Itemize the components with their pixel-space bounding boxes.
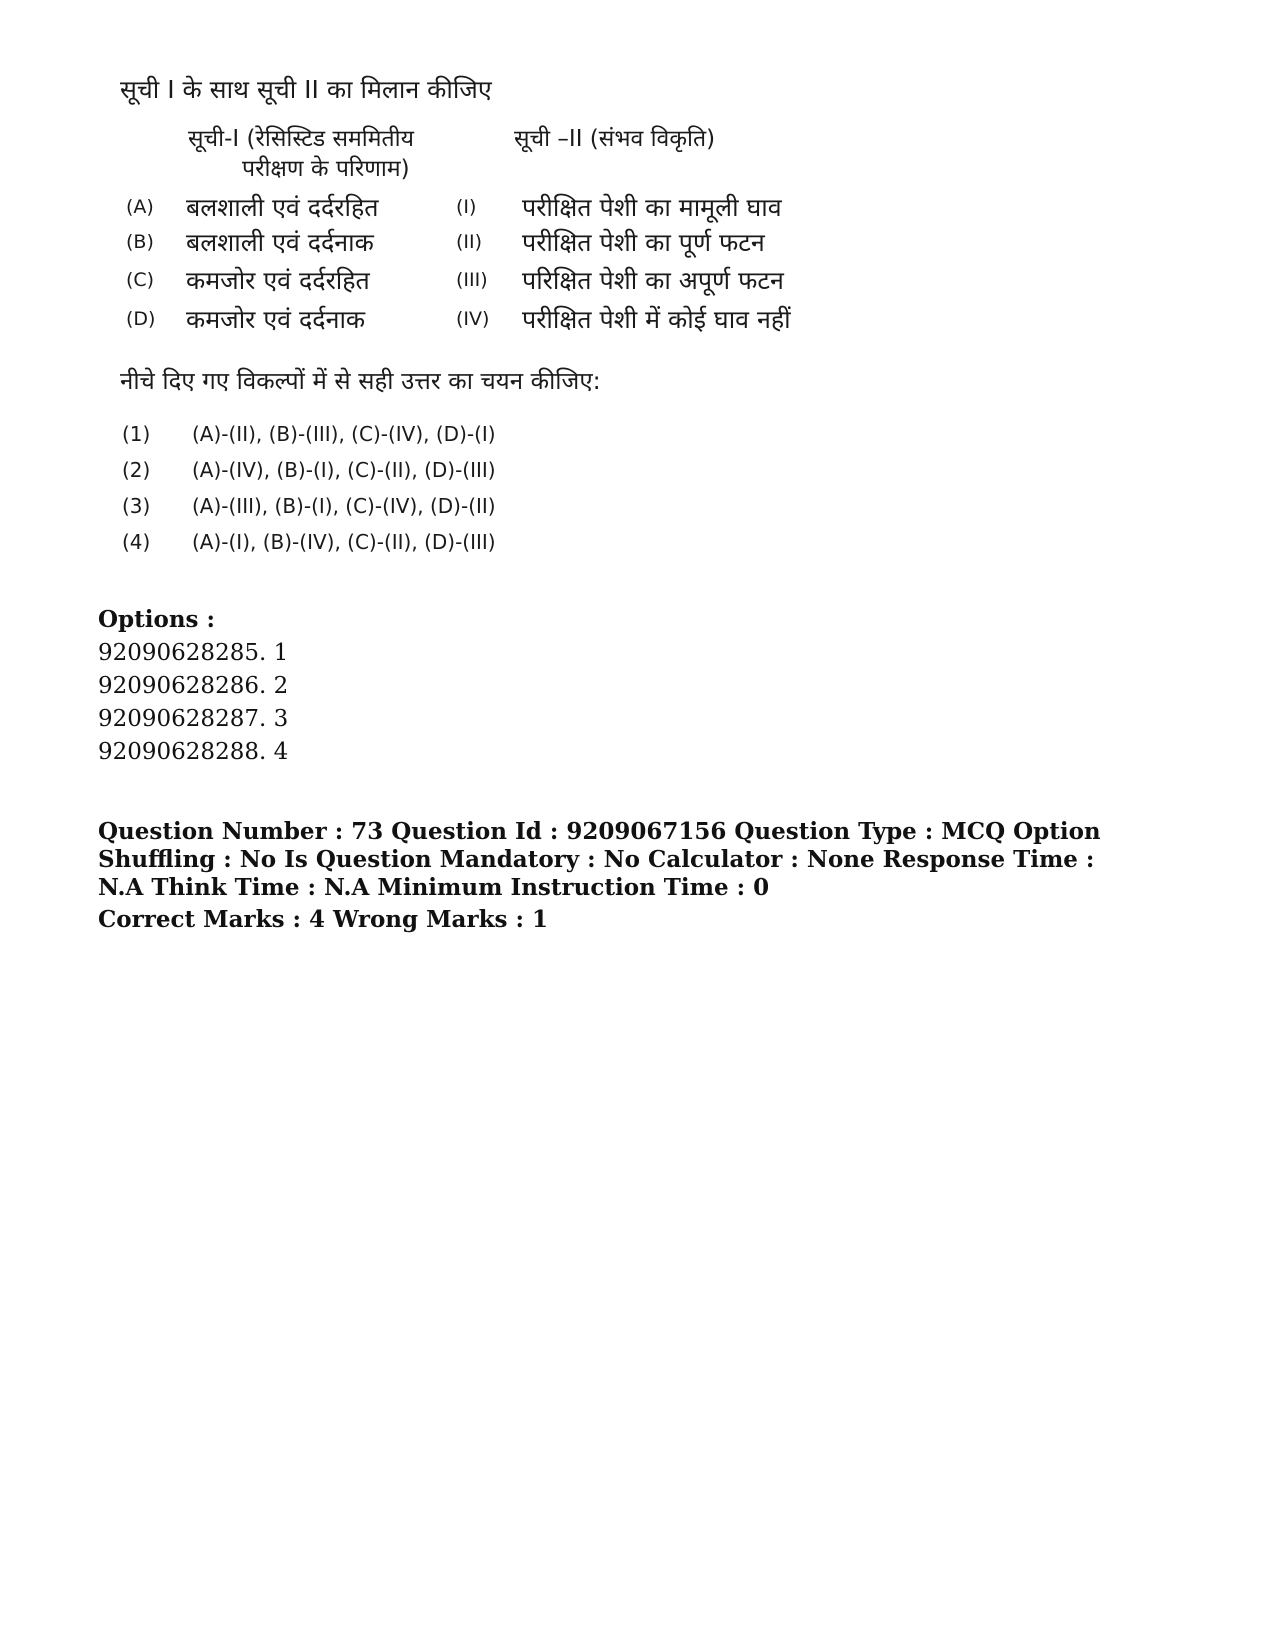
- match-row-a: [126, 190, 806, 226]
- row-left-tag: (A): [126, 196, 154, 218]
- match-row-c: [126, 263, 806, 299]
- choice-number: (2): [122, 458, 151, 482]
- option-line: 92090628288. 4: [98, 739, 289, 765]
- row-left-tag: (C): [126, 269, 155, 291]
- choice-text: (A)-(I), (B)-(IV), (C)-(II), (D)-(III): [192, 530, 496, 554]
- list1-heading-line1: सूची-I (रेसिस्टिड सममितीय: [188, 126, 414, 152]
- row-right-tag: (II): [456, 231, 483, 253]
- match-row-d: [126, 302, 806, 338]
- row-right-tag: (III): [456, 269, 488, 291]
- choice-1: [122, 422, 622, 452]
- choice-number: (1): [122, 422, 151, 446]
- row-left-text: बलशाली एवं दर्दनाक: [186, 228, 374, 257]
- row-right-text: परीक्षित पेशी का पूर्ण फटन: [522, 228, 765, 257]
- row-left-tag: (B): [126, 231, 154, 253]
- answer-instruction: नीचे दिए गए विकल्पों में से सही उत्तर का चयन कीजिए:: [120, 367, 601, 395]
- row-right-text: परीक्षित पेशी में कोई घाव नहीं: [522, 305, 791, 334]
- row-right-text: परीक्षित पेशी का मामूली घाव: [522, 193, 782, 222]
- choice-2: [122, 458, 622, 488]
- option-line: 92090628287. 3: [98, 706, 289, 732]
- row-right-text: परिक्षित पेशी का अपूर्ण फटन: [522, 266, 784, 295]
- match-row-b: [126, 225, 806, 261]
- option-line: 92090628286. 2: [98, 673, 289, 699]
- choice-text: (A)-(III), (B)-(I), (C)-(IV), (D)-(II): [192, 494, 496, 518]
- question-image: [96, 62, 808, 590]
- row-left-text: बलशाली एवं दर्दरहित: [186, 193, 379, 222]
- row-right-tag: (IV): [456, 308, 490, 330]
- choice-text: (A)-(II), (B)-(III), (C)-(IV), (D)-(I): [192, 422, 496, 446]
- question-prompt: सूची I के साथ सूची II का मिलान कीजिए: [120, 75, 492, 104]
- question-meta: Question Number : 73 Question Id : 9209067156 Question Type : MCQ Option Shuffling : No Is Question Mandatory : No Calculator : None Response Time : N.A Think Time : N.A Minimum Instruction Time : 0: [98, 818, 1101, 901]
- row-left-text: कमजोर एवं दर्दरहित: [186, 266, 370, 295]
- choice-number: (4): [122, 530, 151, 554]
- row-left-tag: (D): [126, 308, 156, 330]
- option-line: 92090628285. 1: [98, 640, 289, 666]
- question-marks: Correct Marks : 4 Wrong Marks : 1: [98, 906, 548, 933]
- row-left-text: कमजोर एवं दर्दनाक: [186, 305, 366, 334]
- options-heading: Options :: [98, 606, 215, 633]
- choice-3: [122, 494, 622, 524]
- row-right-tag: (I): [456, 196, 477, 218]
- list1-heading: [188, 124, 414, 184]
- list1-heading-line2: परीक्षण के परिणाम): [242, 156, 410, 182]
- choice-4: [122, 530, 622, 560]
- choice-number: (3): [122, 494, 151, 518]
- list2-heading: सूची –II (संभव विकृति): [514, 126, 716, 152]
- choice-text: (A)-(IV), (B)-(I), (C)-(II), (D)-(III): [192, 458, 496, 482]
